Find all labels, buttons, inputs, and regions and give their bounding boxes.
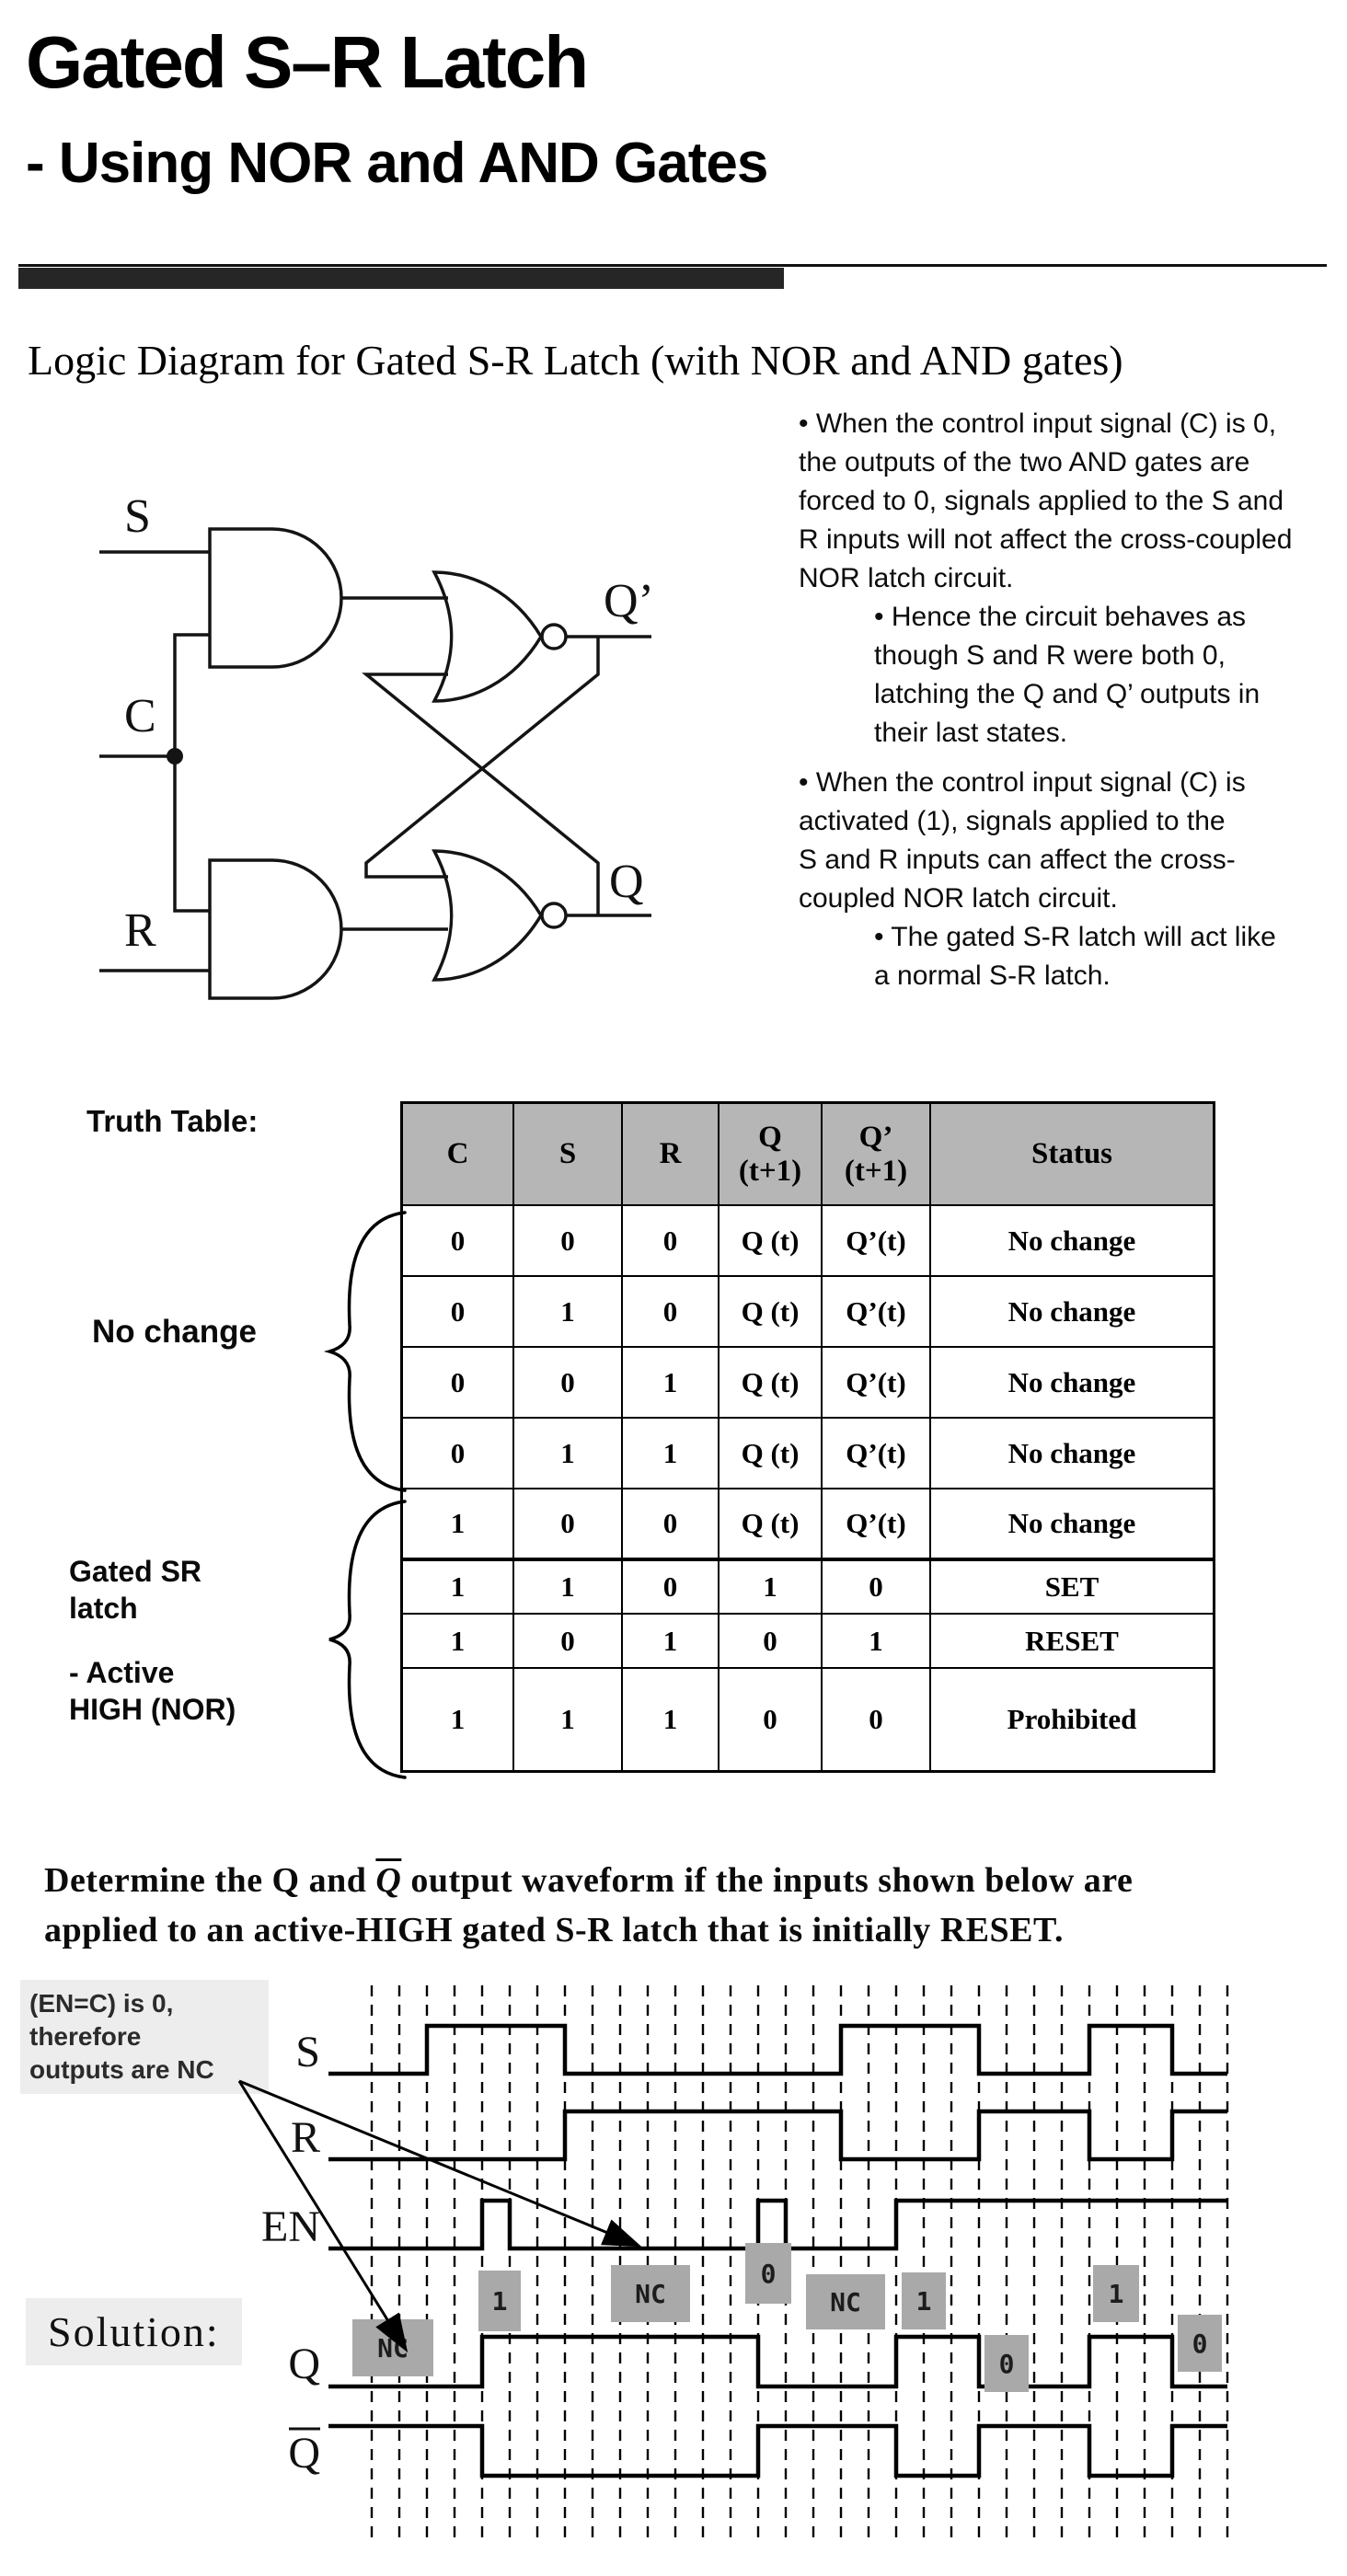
table-row — [402, 1347, 1215, 1418]
solution-label: Solution: — [26, 2298, 242, 2365]
table-cell-qp: Q’(t) — [822, 1205, 930, 1276]
timing-gridlines — [372, 1985, 1227, 2541]
active-high-label: - Active HIGH (NOR) — [69, 1656, 236, 1726]
col-header-s: S — [513, 1103, 622, 1206]
table-cell-c: 0 — [402, 1347, 514, 1418]
table-row — [402, 1205, 1215, 1276]
feedback-qprime-to-nor2 — [366, 637, 598, 877]
table-row — [402, 1614, 1215, 1668]
c-branch-down — [175, 756, 210, 911]
table-cell-qp: Q’(t) — [822, 1489, 930, 1559]
q-prime-label: Q’ — [604, 575, 654, 627]
c-label: C — [124, 690, 156, 742]
waveform-r — [328, 2111, 1227, 2159]
table-cell-q: Q (t) — [719, 1489, 822, 1559]
text-line: R inputs will not affect the cross-coupled — [799, 524, 1293, 555]
table-cell-r: 1 — [622, 1418, 719, 1489]
table-cell-s: 0 — [513, 1205, 622, 1276]
table-cell-c: 1 — [402, 1668, 514, 1771]
table-cell-s: 0 — [513, 1614, 622, 1668]
col-header-qprime-t1: Q’ (t+1) — [822, 1103, 930, 1206]
table-cell-q: Q (t) — [719, 1205, 822, 1276]
text-line: a normal S-R latch. — [874, 960, 1111, 991]
table-cell-c: 0 — [402, 1205, 514, 1276]
waveform-q — [328, 2337, 1227, 2386]
table-cell-c: 1 — [402, 1614, 514, 1668]
table-row — [402, 1559, 1215, 1614]
table-braces — [313, 1187, 423, 1812]
table-row — [402, 1418, 1215, 1489]
signal-label-r: R — [290, 2113, 320, 2162]
nor-top-bubble — [542, 625, 566, 649]
text-line: • Hence the circuit behaves as — [874, 602, 1247, 632]
signal-label-s: S — [295, 2028, 320, 2076]
logic-circuit-diagram — [0, 432, 718, 1040]
table-cell-s: 0 — [513, 1489, 622, 1559]
col-header-status: Status — [930, 1103, 1215, 1206]
signal-label-q-bar: Q — [288, 2429, 320, 2478]
col-header-r: R — [622, 1103, 719, 1206]
state-tag-text: NC — [377, 2333, 409, 2363]
nor-gate-bottom — [434, 851, 541, 980]
and-gate-bottom — [210, 860, 341, 998]
table-cell-r: 0 — [622, 1489, 719, 1559]
divider-line — [18, 264, 1327, 267]
timing-diagram — [0, 1969, 1347, 2576]
feedback-q-to-nor1 — [366, 674, 598, 915]
table-cell-s: 1 — [513, 1559, 622, 1614]
table-cell-q: Q (t) — [719, 1418, 822, 1489]
table-cell-q: Q (t) — [719, 1347, 822, 1418]
table-cell-r: 1 — [622, 1614, 719, 1668]
table-cell-status: No change — [930, 1489, 1215, 1559]
text-line: • When the control input signal (C) is 0, — [799, 408, 1277, 439]
page-subtitle: - Using NOR and AND Gates — [26, 132, 768, 195]
table-cell-qp: 0 — [822, 1668, 930, 1771]
nor-gate-top — [434, 572, 541, 701]
brace-gated-sr — [329, 1501, 405, 1777]
and-gate-top — [210, 529, 341, 667]
waveform-s — [328, 2026, 1227, 2074]
text-line: S and R inputs can affect the cross- — [799, 845, 1236, 875]
table-cell-qp: Q’(t) — [822, 1276, 930, 1347]
divider-bar — [18, 268, 784, 289]
text-line: latching the Q and Q’ outputs in — [874, 679, 1261, 709]
gated-sr-latch-label: Gated SR latch — [69, 1555, 202, 1625]
table-cell-c: 0 — [402, 1276, 514, 1347]
state-tag-text: 1 — [1108, 2279, 1124, 2309]
table-cell-r: 0 — [622, 1559, 719, 1614]
bullet-block-2 — [799, 764, 1246, 918]
c-branch-up — [175, 635, 210, 756]
nor-bottom-bubble — [542, 903, 566, 927]
table-cell-s: 1 — [513, 1276, 622, 1347]
state-tag-text: 0 — [998, 2349, 1015, 2379]
table-cell-c: 0 — [402, 1418, 514, 1489]
text-line: their last states. — [874, 718, 1068, 748]
table-cell-r: 1 — [622, 1668, 719, 1771]
col-header-c: C — [402, 1103, 514, 1206]
text-line: coupled NOR latch circuit. — [799, 883, 1118, 914]
table-row — [402, 1668, 1215, 1771]
table-cell-r: 0 — [622, 1205, 719, 1276]
no-change-label: No change — [92, 1314, 257, 1350]
bullet-block-1 — [799, 405, 1292, 598]
state-tag-text: 0 — [1192, 2329, 1208, 2359]
state-tag-text: NC — [635, 2279, 666, 2309]
table-cell-qp: 0 — [822, 1559, 930, 1614]
state-tag-text: 1 — [491, 2286, 508, 2317]
r-label: R — [124, 904, 156, 957]
table-cell-c: 1 — [402, 1559, 514, 1614]
state-tag-text: 0 — [760, 2259, 777, 2289]
text-line: • The gated S-R latch will act like — [874, 922, 1276, 952]
state-tag-text: 1 — [915, 2286, 932, 2317]
page-title: Gated S–R Latch — [26, 21, 588, 103]
table-cell-status: No change — [930, 1205, 1215, 1276]
table-cell-s: 0 — [513, 1347, 622, 1418]
truth-table — [400, 1101, 1215, 1773]
brace-no-change — [329, 1213, 405, 1490]
table-cell-s: 1 — [513, 1418, 622, 1489]
problem-text-line2: applied to an active-HIGH gated S-R latch that is initially RESET. — [44, 1911, 1064, 1949]
table-cell-qp: Q’(t) — [822, 1418, 930, 1489]
text-line: NOR latch circuit. — [799, 563, 1014, 593]
signal-label-q: Q — [288, 2340, 320, 2388]
text-line: forced to 0, signals applied to the S and — [799, 486, 1284, 516]
table-cell-qp: 1 — [822, 1614, 930, 1668]
section-heading: Logic Diagram for Gated S-R Latch (with NOR and AND gates) — [28, 337, 1123, 384]
table-cell-s: 1 — [513, 1668, 622, 1771]
table-cell-c: 1 — [402, 1489, 514, 1559]
bullet-block-1-sub — [874, 598, 1260, 753]
bullet-block-2-sub — [874, 918, 1276, 995]
table-cell-r: 0 — [622, 1276, 719, 1347]
text-line: though S and R were both 0, — [874, 640, 1226, 671]
waveform-q-bar — [328, 2426, 1227, 2476]
s-label: S — [124, 490, 151, 543]
waveform-en — [328, 2201, 1227, 2248]
col-header-q-t1: Q (t+1) — [719, 1103, 822, 1206]
table-cell-status: No change — [930, 1276, 1215, 1347]
table-cell-status: No change — [930, 1347, 1215, 1418]
truth-table-header-row — [402, 1103, 1215, 1206]
problem-text-line1: Determine the Q and $\overline{Q}$ output waveform if the inputs shown below are — [44, 1861, 1134, 1900]
table-cell-status: No change — [930, 1418, 1215, 1489]
table-cell-q: 0 — [719, 1614, 822, 1668]
table-cell-qp: Q’(t) — [822, 1347, 930, 1418]
table-cell-q: 1 — [719, 1559, 822, 1614]
state-tag-text: NC — [830, 2287, 861, 2317]
q-bar-symbol: $\overline{Q}$ — [375, 1861, 402, 1900]
table-cell-q: Q (t) — [719, 1276, 822, 1347]
table-cell-status: RESET — [930, 1614, 1215, 1668]
truth-table-label: Truth Table: — [86, 1104, 259, 1138]
text-line: • When the control input signal (C) is — [799, 767, 1246, 798]
table-cell-q: 0 — [719, 1668, 822, 1771]
signal-label-en: EN — [261, 2202, 320, 2251]
table-row — [402, 1276, 1215, 1347]
table-cell-r: 1 — [622, 1347, 719, 1418]
table-cell-status: SET — [930, 1559, 1215, 1614]
text-line: activated (1), signals applied to the — [799, 806, 1226, 836]
table-row — [402, 1489, 1215, 1559]
table-cell-status: Prohibited — [930, 1668, 1215, 1771]
q-label: Q — [609, 856, 644, 908]
text-line: the outputs of the two AND gates are — [799, 447, 1250, 477]
annotation-box: (EN=C) is 0, therefore outputs are NC — [20, 1980, 269, 2094]
